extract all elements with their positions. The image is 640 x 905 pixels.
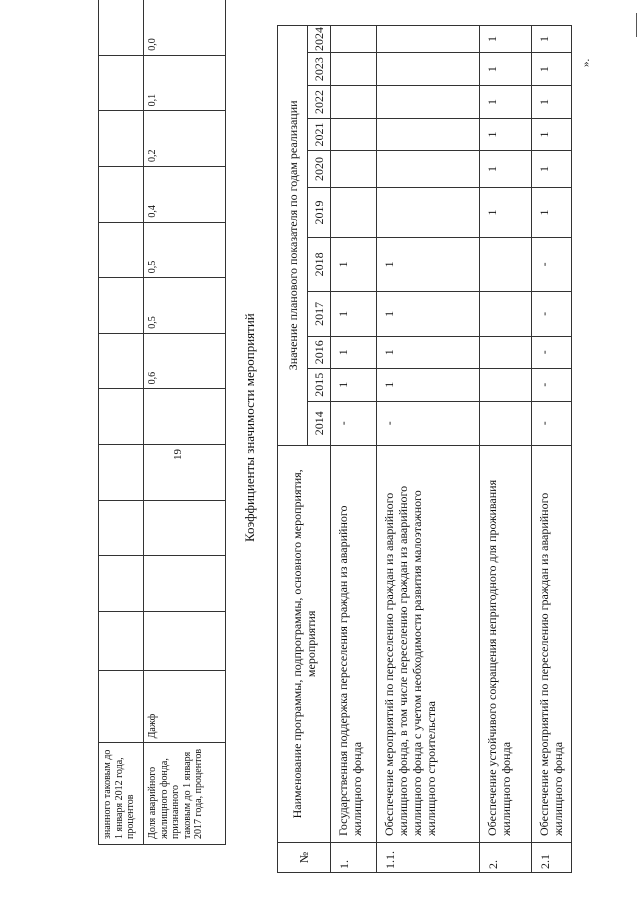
value-cell: 1 bbox=[377, 336, 480, 368]
row-number: 2. bbox=[480, 843, 532, 873]
value-cell: 1 bbox=[331, 237, 377, 291]
value-cell bbox=[144, 500, 226, 556]
value-cell: 1 bbox=[480, 119, 532, 151]
value-cell bbox=[377, 26, 480, 53]
value-cell: 0,0 bbox=[144, 0, 226, 55]
value-cell: 0,2 bbox=[144, 111, 226, 167]
value-cell: - bbox=[532, 401, 572, 445]
value-cell: - bbox=[532, 368, 572, 401]
value-cell bbox=[99, 389, 144, 445]
value-cell: 1 bbox=[377, 368, 480, 401]
value-cell bbox=[377, 86, 480, 119]
value-cell: 0,5 bbox=[144, 278, 226, 334]
year-header: 2014 bbox=[308, 401, 331, 445]
value-cell: 1 bbox=[532, 151, 572, 188]
value-cell bbox=[144, 389, 226, 445]
value-cell: 1 bbox=[480, 151, 532, 188]
year-header: 2016 bbox=[308, 336, 331, 368]
value-cell: 1 bbox=[532, 119, 572, 151]
column-header-group: Значение планового показателя по годам реализации bbox=[278, 26, 308, 446]
value-cell: 1 bbox=[480, 187, 532, 237]
year-header: 2021 bbox=[308, 119, 331, 151]
table-row bbox=[377, 26, 480, 873]
row-code bbox=[99, 670, 144, 743]
row-label: Доля аварийного жилищного фонда, признанного таковым до 1 января 2017 года, процентов bbox=[144, 743, 226, 845]
value-cell: - bbox=[331, 401, 377, 445]
value-cell bbox=[377, 151, 480, 188]
table-row bbox=[331, 26, 377, 873]
value-cell bbox=[377, 187, 480, 237]
value-cell bbox=[480, 237, 532, 291]
table-row bbox=[532, 26, 572, 873]
indicator-table-fragment bbox=[98, 0, 226, 845]
coefficients-table bbox=[277, 25, 572, 873]
value-cell: 1 bbox=[480, 53, 532, 86]
year-header: 2023 bbox=[308, 53, 331, 86]
table-row bbox=[480, 26, 532, 873]
value-cell: - bbox=[532, 237, 572, 291]
value-cell bbox=[99, 166, 144, 222]
value-cell: 1 bbox=[532, 53, 572, 86]
row-name: Обеспечение мероприятий по переселению граждан из аварийного жилищного фонда, в том числе переселению граждан из аварийного жилищного фонда с учетом необходимости развития малоэтажного жилищного строительства bbox=[377, 445, 480, 842]
year-header: 2019 bbox=[308, 187, 331, 237]
year-header: 2017 bbox=[308, 291, 331, 336]
value-cell: 1 bbox=[532, 86, 572, 119]
value-cell bbox=[480, 368, 532, 401]
value-cell: 0,5 bbox=[144, 222, 226, 278]
value-cell bbox=[480, 336, 532, 368]
year-header: 2024 bbox=[308, 26, 331, 53]
value-cell: 1 bbox=[331, 368, 377, 401]
section-title: Коэффициенты значимости мероприятий bbox=[242, 313, 257, 542]
value-cell: 1 bbox=[377, 291, 480, 336]
value-cell bbox=[480, 291, 532, 336]
column-header-name: Наименование программы, подпрограммы, основного мероприятия, мероприятия bbox=[278, 445, 331, 842]
value-cell bbox=[99, 278, 144, 334]
table-row bbox=[99, 0, 144, 845]
header-row bbox=[278, 26, 308, 873]
value-cell bbox=[99, 556, 144, 612]
row-name: Государственная поддержка переселения граждан из аварийного жилищного фонда bbox=[331, 445, 377, 842]
year-header: 2018 bbox=[308, 237, 331, 291]
year-header: 2022 bbox=[308, 86, 331, 119]
value-cell: 1 bbox=[532, 187, 572, 237]
value-cell bbox=[99, 0, 144, 55]
row-number: 2.1 bbox=[532, 843, 572, 873]
value-cell: 1 bbox=[480, 86, 532, 119]
value-cell bbox=[99, 111, 144, 167]
value-cell bbox=[99, 611, 144, 670]
value-cell: - bbox=[532, 291, 572, 336]
value-cell bbox=[377, 119, 480, 151]
value-cell: 1 bbox=[377, 237, 480, 291]
row-number: 1. bbox=[331, 843, 377, 873]
value-cell: 0,6 bbox=[144, 333, 226, 389]
value-cell: - bbox=[532, 336, 572, 368]
value-cell bbox=[99, 55, 144, 111]
row-name: Обеспечение мероприятий по переселению граждан из аварийного жилищного фонда bbox=[532, 445, 572, 842]
value-cell bbox=[144, 611, 226, 670]
column-header-number: № bbox=[278, 843, 331, 873]
page-number: 19 bbox=[172, 449, 184, 460]
value-cell bbox=[331, 26, 377, 53]
value-cell bbox=[377, 53, 480, 86]
value-cell: 1 bbox=[480, 26, 532, 53]
value-cell bbox=[99, 500, 144, 556]
row-name: Обеспечение устойчивого сокращения непригодного для проживания жилищного фонда bbox=[480, 445, 532, 842]
value-cell bbox=[480, 401, 532, 445]
row-label: знанного таковым до 1 января 2012 года, процентов bbox=[99, 743, 144, 845]
value-cell: 1 bbox=[331, 291, 377, 336]
value-cell bbox=[99, 222, 144, 278]
value-cell bbox=[144, 556, 226, 612]
value-cell: 0,4 bbox=[144, 166, 226, 222]
edge-rule bbox=[636, 13, 637, 37]
value-cell: - bbox=[377, 401, 480, 445]
value-cell bbox=[99, 445, 144, 501]
value-cell bbox=[99, 333, 144, 389]
value-cell bbox=[331, 151, 377, 188]
value-cell: 0,1 bbox=[144, 55, 226, 111]
table-row bbox=[144, 0, 226, 845]
value-cell bbox=[331, 119, 377, 151]
row-number: 1.1. bbox=[377, 843, 480, 873]
value-cell bbox=[331, 53, 377, 86]
year-header: 2020 bbox=[308, 151, 331, 188]
value-cell: 1 bbox=[532, 26, 572, 53]
value-cell bbox=[331, 187, 377, 237]
value-cell: 1 bbox=[331, 336, 377, 368]
value-cell bbox=[144, 445, 226, 501]
year-header: 2015 bbox=[308, 368, 331, 401]
value-cell bbox=[331, 86, 377, 119]
closing-quote: ». bbox=[580, 58, 592, 67]
row-code: Дажф bbox=[144, 670, 226, 743]
